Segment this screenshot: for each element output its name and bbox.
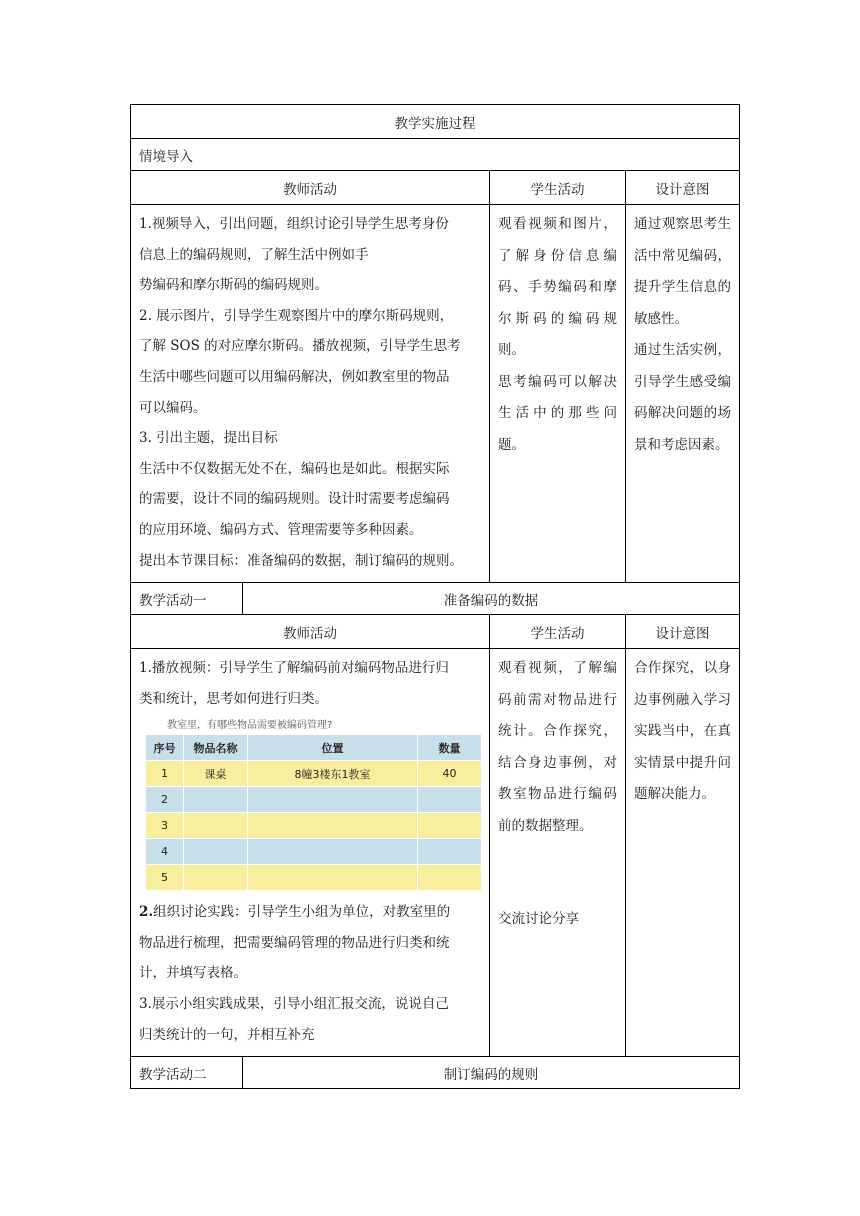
intro-design-text: 通过生活实例，引导学生感受编码解决问题的场景和考虑因素。 [634, 342, 731, 453]
inventory-row [146, 839, 482, 865]
activity2-title: 制订编码的规则 [243, 1057, 740, 1089]
activity1-title: 准备编码的数据 [243, 583, 740, 615]
activity1-design-cell [626, 649, 740, 1057]
intro-teacher-line: 生活中哪些问题可以用编码解决，例如教室里的物品 [139, 368, 450, 385]
intro-design-text: 通过观察思考生活中常见编码，提升学生信息的敏感性。 [634, 216, 731, 327]
activity1-teacher-line: 物品进行梳理，把需要编码管理的物品进行归类和统 [139, 934, 450, 951]
inventory-cell: 3 [146, 813, 184, 839]
activity1-teacher-line: 1.播放视频：引导学生了解编码前对编码物品进行归 [139, 660, 449, 676]
inventory-cell [184, 787, 248, 813]
inventory-cell [418, 865, 482, 891]
inventory-cell [248, 839, 418, 865]
inventory-cell [418, 839, 482, 865]
inventory-cell [248, 813, 418, 839]
intro-student-text: 思考编码可以解决生活中的那些问题。 [498, 373, 617, 453]
intro-teacher-line: 1.视频导入，引出问题，组织讨论引导学生思考身份 [139, 216, 449, 232]
inventory-cell [248, 865, 418, 891]
activity1-teacher-text: 组织讨论实践：引导学生小组为单位，对教室里的 [153, 904, 451, 921]
table-title: 教学实施过程 [131, 105, 740, 139]
intro-teacher-line: 的应用环境、编码方式、管理需要等多种因素。 [139, 521, 423, 538]
inventory-row [146, 865, 482, 891]
activity1-student-cell [490, 649, 626, 1057]
intro-student-cell [490, 205, 626, 583]
inventory-cell: 40 [418, 761, 482, 787]
activity1-teacher-cell [131, 649, 490, 1057]
activity1-student-text: 交流讨论分享 [498, 911, 579, 927]
intro-teacher-line: 3. 引出主题，提出目标 [139, 430, 278, 447]
inventory-column-header: 序号 [146, 735, 184, 761]
inventory-column-header: 位置 [248, 735, 418, 761]
inventory-row [146, 787, 482, 813]
activity1-teacher-line: 归类统计的一句，并相互补充 [139, 1026, 315, 1043]
inventory-cell: 8幢3楼东1教室 [248, 761, 418, 787]
intro-teacher-cell [131, 205, 490, 583]
inventory-cell: 2 [146, 787, 184, 813]
inventory-cell: 课桌 [184, 761, 248, 787]
activity2-label: 教学活动二 [131, 1057, 243, 1089]
inventory-cell [418, 813, 482, 839]
inventory-row [146, 813, 482, 839]
student-activity-header: 学生活动 [490, 615, 626, 649]
activity1-teacher-line: 计，并填写表格。 [139, 965, 247, 982]
intro-teacher-line: 2. 展示图片，引导学生观察图片中的摩尔斯码规则， [139, 307, 454, 324]
inventory-cell [184, 813, 248, 839]
design-intent-header: 设计意图 [626, 615, 740, 649]
activity1-label: 教学活动一 [131, 583, 243, 615]
intro-teacher-line: 生活中不仅数据无处不在，编码也是如此。根据实际 [139, 460, 450, 477]
intro-design-cell [626, 205, 740, 583]
inventory-row [146, 761, 482, 787]
figure-caption: 教室里，有哪些物品需要被编码管理? [167, 720, 333, 732]
inventory-cell [248, 787, 418, 813]
intro-teacher-line: 了解 SOS 的对应摩尔斯码。播放视频，引导学生思考 [139, 338, 461, 355]
activity1-teacher-line: 类和统计，思考如何进行归类。 [139, 690, 328, 707]
inventory-cell [184, 865, 248, 891]
student-activity-header: 学生活动 [490, 171, 626, 205]
intro-teacher-line: 提出本节课目标：准备编码的数据，制订编码的规则。 [139, 552, 463, 569]
inventory-cell: 1 [146, 761, 184, 787]
inventory-cell: 4 [146, 839, 184, 865]
design-intent-header: 设计意图 [626, 171, 740, 205]
intro-teacher-line: 的需要，设计不同的编码规则。设计时需要考虑编码 [139, 491, 450, 508]
inventory-table [145, 734, 482, 891]
activity1-design-text: 合作探究，以身边事例融入学习实践当中，在真实情景中提升问题解决能力。 [634, 660, 731, 802]
intro-teacher-line: 可以编码。 [139, 399, 207, 416]
intro-label: 情境导入 [131, 139, 740, 171]
intro-teacher-line: 信息上的编码规则，了解生活中例如手 [139, 246, 369, 263]
inventory-column-header: 物品名称 [184, 735, 248, 761]
inventory-column-header: 数量 [418, 735, 482, 761]
inventory-cell: 5 [146, 865, 184, 891]
step-number: 2. [139, 904, 154, 921]
intro-student-text: 观看视频和图片，了解身份信息编码、手势编码和摩尔斯码的编码规则。 [498, 216, 617, 358]
activity1-student-text: 观看视频，了解编码前需对物品进行统计。合作探究，结合身边事例，对教室物品进行编码前的数据整理。 [498, 660, 617, 834]
teaching-process-table [130, 104, 740, 1089]
intro-teacher-line: 势编码和摩尔斯码的编码规则。 [139, 277, 328, 294]
activity1-teacher-line: 3.展示小组实践成果，引导小组汇报交流，说说自己 [139, 995, 449, 1012]
inventory-figure [139, 718, 479, 891]
inventory-cell [418, 787, 482, 813]
inventory-cell [184, 839, 248, 865]
activity1-teacher-line [139, 897, 481, 928]
teacher-activity-header: 教师活动 [131, 615, 490, 649]
teacher-activity-header: 教师活动 [131, 171, 490, 205]
